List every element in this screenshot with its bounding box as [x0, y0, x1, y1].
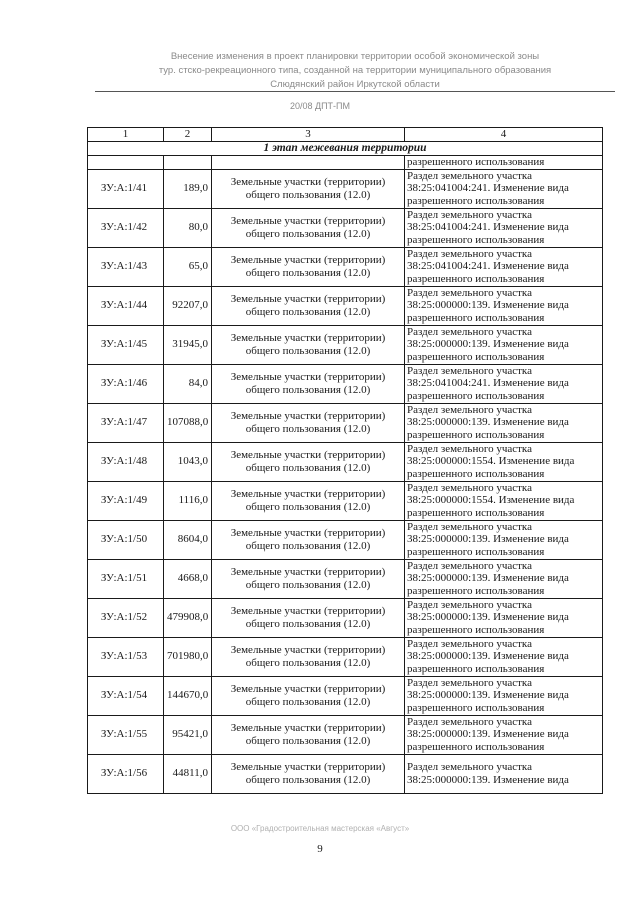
plot-use: Земельные участки (территории) общего пользования (12.0): [212, 247, 405, 286]
plot-note: Раздел земельного участка 38:25:041004:241. Изменение вида разрешенного использования: [405, 169, 603, 208]
plot-note: Раздел земельного участка 38:25:041004:241. Изменение вида разрешенного использования: [405, 208, 603, 247]
plot-id: ЗУ:А:1/48: [88, 442, 164, 481]
table-row: [88, 208, 603, 247]
table-row: [88, 559, 603, 598]
plot-id: ЗУ:А:1/43: [88, 247, 164, 286]
column-number: 4: [405, 128, 603, 142]
table-row: [88, 247, 603, 286]
plot-use: Земельные участки (территории) общего пользования (12.0): [212, 481, 405, 520]
plot-id: ЗУ:А:1/45: [88, 325, 164, 364]
empty-cell: [212, 155, 405, 169]
plot-note: Раздел земельного участка 38:25:000000:139. Изменение вида разрешенного использования: [405, 286, 603, 325]
plot-note: Раздел земельного участка 38:25:000000:139. Изменение вида разрешенного использования: [405, 715, 603, 754]
land-plots-table: [87, 127, 603, 794]
plot-use: Земельные участки (территории) общего пользования (12.0): [212, 598, 405, 637]
plot-id: ЗУ:А:1/41: [88, 169, 164, 208]
header-line-1: Внесение изменения в проект планировки территории особой экономической зоны: [170, 51, 540, 62]
column-number-row: [88, 128, 603, 142]
plot-id: ЗУ:А:1/47: [88, 403, 164, 442]
plot-area: 80,0: [164, 208, 212, 247]
table-row: [88, 442, 603, 481]
header-line-3: Слюдянский район Иркутской области: [270, 79, 440, 90]
plot-note: Раздел земельного участка 38:25:000000:139. Изменение вида разрешенного использования: [405, 637, 603, 676]
plot-id: ЗУ:А:1/51: [88, 559, 164, 598]
plot-use: Земельные участки (территории) общего пользования (12.0): [212, 286, 405, 325]
column-number: 3: [212, 128, 405, 142]
plot-note: Раздел земельного участка 38:25:000000:139. Изменение вида разрешенного использования: [405, 403, 603, 442]
table-row: [88, 637, 603, 676]
plot-id: ЗУ:А:1/54: [88, 676, 164, 715]
plot-id: ЗУ:А:1/52: [88, 598, 164, 637]
table-row: [88, 754, 603, 793]
document-code: 20/08 ДПТ-ПМ: [289, 101, 351, 111]
plot-use: Земельные участки (территории) общего пользования (12.0): [212, 364, 405, 403]
plot-use: Земельные участки (территории) общего пользования (12.0): [212, 715, 405, 754]
plot-id: ЗУ:А:1/53: [88, 637, 164, 676]
plot-note: Раздел земельного участка 38:25:000000:139. Изменение вида разрешенного использования: [405, 325, 603, 364]
document-header: [95, 50, 615, 92]
plot-note: Раздел земельного участка 38:25:000000:1554. Изменение вида разрешенного использования: [405, 481, 603, 520]
column-number: 1: [88, 128, 164, 142]
organization-footer: ООО «Градостроительная мастерская «Август»: [230, 824, 410, 833]
plot-area: 84,0: [164, 364, 212, 403]
plot-area: 479908,0: [164, 598, 212, 637]
continued-row: [88, 155, 603, 169]
plot-use: Земельные участки (территории) общего пользования (12.0): [212, 208, 405, 247]
plot-area: 144670,0: [164, 676, 212, 715]
plot-area: 1043,0: [164, 442, 212, 481]
plot-note: Раздел земельного участка 38:25:000000:1554. Изменение вида разрешенного использования: [405, 442, 603, 481]
plot-id: ЗУ:А:1/49: [88, 481, 164, 520]
plot-note: Раздел земельного участка 38:25:000000:139. Изменение вида разрешенного использования: [405, 598, 603, 637]
plot-area: 107088,0: [164, 403, 212, 442]
empty-cell: [164, 155, 212, 169]
plot-note: Раздел земельного участка 38:25:000000:139. Изменение вида: [405, 754, 603, 793]
plot-use: Земельные участки (территории) общего пользования (12.0): [212, 520, 405, 559]
table-row: [88, 169, 603, 208]
plot-note: Раздел земельного участка 38:25:000000:139. Изменение вида разрешенного использования: [405, 559, 603, 598]
table-row: [88, 364, 603, 403]
table-row: [88, 286, 603, 325]
plot-id: ЗУ:А:1/56: [88, 754, 164, 793]
plot-use: Земельные участки (территории) общего пользования (12.0): [212, 169, 405, 208]
table-row: [88, 598, 603, 637]
plot-id: ЗУ:А:1/46: [88, 364, 164, 403]
plot-note: Раздел земельного участка 38:25:000000:139. Изменение вида разрешенного использования: [405, 520, 603, 559]
plot-use: Земельные участки (территории) общего пользования (12.0): [212, 754, 405, 793]
plot-area: 95421,0: [164, 715, 212, 754]
plot-area: 92207,0: [164, 286, 212, 325]
header-line-2: тур. стско-рекреационного типа, созданной на территории муниципального образования: [158, 65, 552, 76]
plot-area: 1116,0: [164, 481, 212, 520]
plot-note: Раздел земельного участка 38:25:041004:241. Изменение вида разрешенного использования: [405, 364, 603, 403]
table-row: [88, 520, 603, 559]
plot-area: 65,0: [164, 247, 212, 286]
plot-use: Земельные участки (территории) общего пользования (12.0): [212, 559, 405, 598]
plot-use: Земельные участки (территории) общего пользования (12.0): [212, 325, 405, 364]
table-row: [88, 481, 603, 520]
header-rule: [95, 91, 615, 92]
plot-area: 8604,0: [164, 520, 212, 559]
plot-id: ЗУ:А:1/44: [88, 286, 164, 325]
plot-area: 189,0: [164, 169, 212, 208]
plot-note: Раздел земельного участка 38:25:000000:139. Изменение вида разрешенного использования: [405, 676, 603, 715]
stage-row: [88, 141, 603, 155]
column-number: 2: [164, 128, 212, 142]
empty-cell: [88, 155, 164, 169]
plot-area: 44811,0: [164, 754, 212, 793]
plot-area: 4668,0: [164, 559, 212, 598]
plot-use: Земельные участки (территории) общего пользования (12.0): [212, 403, 405, 442]
plot-use: Земельные участки (территории) общего пользования (12.0): [212, 637, 405, 676]
plot-id: ЗУ:А:1/42: [88, 208, 164, 247]
table-row: [88, 403, 603, 442]
plot-area: 31945,0: [164, 325, 212, 364]
page-number: 9: [317, 843, 323, 855]
continued-note: разрешенного использования: [405, 155, 603, 169]
table-row: [88, 325, 603, 364]
plot-id: ЗУ:А:1/55: [88, 715, 164, 754]
table-row: [88, 676, 603, 715]
table-row: [88, 715, 603, 754]
plot-area: 701980,0: [164, 637, 212, 676]
plot-note: Раздел земельного участка 38:25:041004:241. Изменение вида разрешенного использования: [405, 247, 603, 286]
plot-id: ЗУ:А:1/50: [88, 520, 164, 559]
plot-use: Земельные участки (территории) общего пользования (12.0): [212, 442, 405, 481]
plot-use: Земельные участки (территории) общего пользования (12.0): [212, 676, 405, 715]
stage-title: 1 этап межевания территории: [88, 141, 603, 155]
